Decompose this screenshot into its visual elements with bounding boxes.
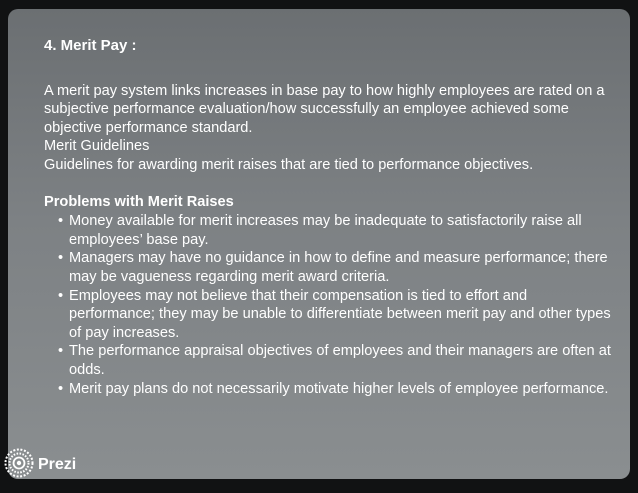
slide	[8, 9, 630, 479]
slide-heading: 4. Merit Pay :	[44, 37, 137, 54]
merit-pay-definition: A merit pay system links increases in base pay to how highly employees are rated on a subjective performance evaluation/how successfully an employee achieved some objective performance standard.	[44, 82, 605, 136]
prezi-logo-icon	[4, 448, 34, 483]
prezi-branding[interactable]	[4, 450, 76, 480]
list-item: • The performance appraisal objectives of employees and their managers are often at odds.	[58, 342, 616, 379]
list-item: • Managers may have no guidance in how to define and measure performance; there may be vagueness regarding merit award criteria.	[58, 249, 616, 286]
slide-content	[44, 37, 616, 398]
prezi-label: Prezi	[38, 456, 77, 473]
merit-guidelines-text: Guidelines for awarding merit raises that are tied to performance objectives.	[44, 156, 534, 173]
problems-heading: Problems with Merit Raises	[44, 193, 234, 210]
list-item: • Merit pay plans do not necessarily motivate higher levels of employee performance.	[58, 380, 616, 399]
merit-guidelines-label: Merit Guidelines	[44, 138, 150, 155]
list-item: • Money available for merit increases may be inadequate to satisfactorily raise all employees’ base pay.	[58, 212, 616, 249]
problems-list	[44, 212, 616, 398]
list-item: • Employees may not believe that their compensation is tied to effort and performance; they may be unable to differentiate between merit pay and other types of pay increases.	[58, 287, 616, 343]
